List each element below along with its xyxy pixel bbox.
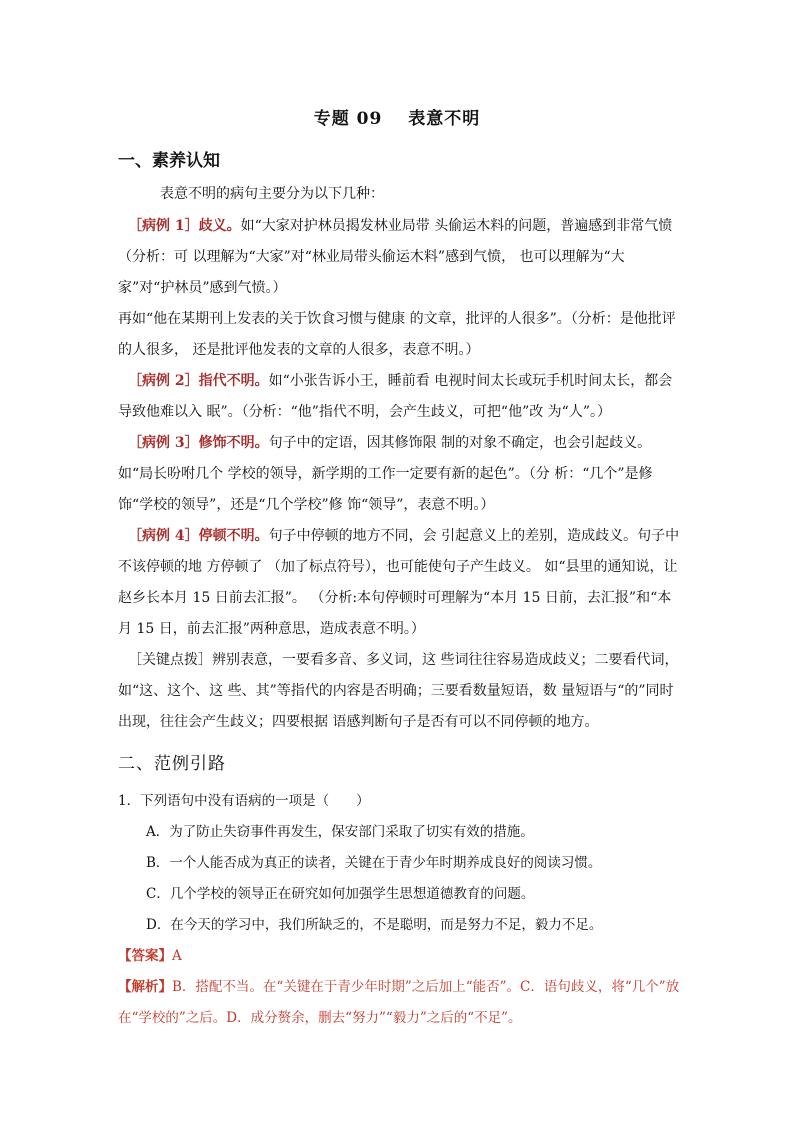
answer-value: A xyxy=(172,948,182,964)
option-a: A．为了防止失窃事件再发生，保安部门采取了切实有效的措施。 xyxy=(146,824,534,840)
example-1-text: 如“大家对护林员揭发林业局带 头偷运木料的问题，普遍感到非常气愤（分析：可 以理解为“大家”对“林业局带头偷运木料”感到气愤， 也可以理解为“大家”对“护林员”感到气愤。） xyxy=(118,218,673,296)
section-heading-literacy: 一、素养认知 xyxy=(118,151,220,171)
example-1 xyxy=(118,211,680,304)
key-tip-paragraph: ［关键点拨］辨别表意，一要看多音、多义词，这 些词往往容易造成歧义；二要看代词，如“这、这个、这 些、其”等指代的内容是否明确；三要看数量短语，数 量短语与“的”同时出现，往往会产生歧义；四要根据 语感判断句子是否有可以不同停顿的地方。 xyxy=(118,652,679,730)
analysis-tag: 【解析】 xyxy=(118,979,172,995)
example-3 xyxy=(118,428,680,521)
option-c: C．几个学校的领导正在研究如何加强学生思想道德教育的问题。 xyxy=(146,886,535,902)
title-topic-name: 表意不明 xyxy=(408,109,481,129)
question-block xyxy=(118,786,680,1034)
example-2 xyxy=(118,366,680,428)
intro-paragraph: 表意不明的病句主要分为以下几种： xyxy=(160,186,384,202)
example-4 xyxy=(118,521,680,645)
answer-tag: 【答案】 xyxy=(118,948,172,964)
title-topic-number: 专题 09 xyxy=(313,109,383,129)
option-b: B．一个人能否成为真正的读者，关键在于青少年时期养成良好的阅读习惯。 xyxy=(146,855,602,871)
example-4-text: 句子中停顿的地方不同，会 引起意义上的差别，造成歧义。句子中不该停顿的地 方停顿了 （加了标点符号），也可能使句子产生歧义。 如“县里的通知说，让赵乡长本月 15 日前去汇报”。 （分析:本句停顿时可理解为“本月 15 日前，去汇报”和“本月 15 日，前去汇报”两种意思，造成表意不明。） xyxy=(118,528,680,637)
analysis-paragraph xyxy=(118,972,680,1034)
example-1-continued: 再如“他在某期刊上发表的关于饮食习惯与健康 的文章，批评的人很多”。（分析：是他批评的人很多， 还是批评他发表的文章的人很多，表意不明。） xyxy=(118,311,676,358)
option-d: D．在今天的学习中，我们所缺乏的，不是聪明，而是努力不足，毅力不足。 xyxy=(146,917,603,933)
example-3-text: 句子中的定语，因其修饰限 制的对象不确定，也会引起歧义。如“局长吩咐几个 学校的领导，新学期的工作一定要有新的起色”。（分 析：“几个”是修饰“学校的领导”，还是“几个学校”修 饰“领导”，表意不明。） xyxy=(118,435,653,513)
example-2-text: 如“小张告诉小王，睡前看 电视时间太长或玩手机时间太长，都会导致他难以入 眠”。（分析：“他”指代不明，会产生歧义，可把“他”改 为“人”。） xyxy=(118,373,673,420)
page-title xyxy=(0,104,794,129)
example-4-tag: ［病例 4］停顿不明。 xyxy=(128,528,269,544)
question-stem: 1．下列语句中没有语病的一项是（ ） xyxy=(118,793,370,809)
answer-line xyxy=(118,941,680,972)
example-2-tag: ［病例 2］指代不明。 xyxy=(128,373,269,389)
example-1-tag: ［病例 1］歧义。 xyxy=(128,218,241,234)
example-3-tag: ［病例 3］修饰不明。 xyxy=(128,435,269,451)
examples-block xyxy=(118,211,680,738)
analysis-text: B．搭配不当。在“关键在于青少年时期”之后加上“能否”。C．语句歧义，将“几个”放在“学校的”之后。D．成分赘余，删去“努力”“毅力”之后的“不足”。 xyxy=(118,979,680,1026)
section-heading-examples: 二、范例引路 xyxy=(118,754,226,774)
